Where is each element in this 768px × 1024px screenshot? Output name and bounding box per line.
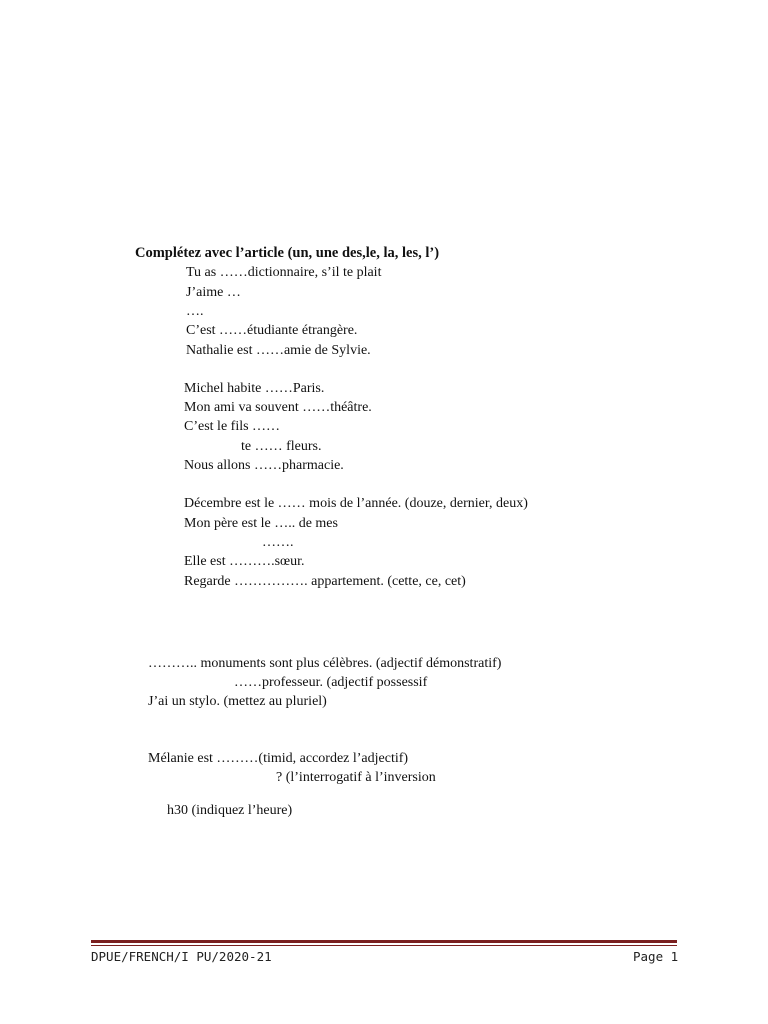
exercise-line: ……….. monuments sont plus célèbres. (adjectif démonstratif)	[148, 656, 502, 671]
exercise-line: ….	[186, 304, 204, 319]
exercise-line: …….	[262, 535, 294, 550]
exercise-line: Nous allons ……pharmacie.	[184, 458, 344, 473]
exercise-line: Décembre est le …… mois de l’année. (douze, dernier, deux)	[184, 496, 528, 511]
exercise-line: Mon ami va souvent ……théâtre.	[184, 400, 372, 415]
exercise-line: ? (l’interrogatif à l’inversion	[276, 770, 436, 785]
exercise-line: Mon père est le ….. de mes	[184, 516, 338, 531]
exercise-line: C’est ……étudiante étrangère.	[186, 323, 358, 338]
exercise-line: ……professeur. (adjectif possessif	[234, 675, 428, 690]
exercise-line: Nathalie est ……amie de Sylvie.	[186, 343, 371, 358]
exercise-heading: Complétez avec l’article (un, une des,le, la, les, l’)	[135, 245, 440, 261]
footer-divider	[91, 940, 677, 943]
exercise-line: Tu as ……dictionnaire, s’il te plait	[186, 265, 382, 280]
footer-page-number: Page 1	[633, 949, 679, 964]
exercise-line: Regarde ……………. appartement. (cette, ce, cet)	[184, 574, 466, 589]
footer-course-code: DPUE/FRENCH/I PU/2020-21	[91, 949, 272, 964]
exercise-line: C’est le fils ……	[184, 419, 281, 434]
exercise-line: J’ai un stylo. (mettez au pluriel)	[148, 694, 327, 709]
exercise-line: Mélanie est ………(timid, accordez l’adjectif)	[148, 751, 409, 766]
exercise-line: J’aime …	[186, 285, 241, 300]
footer-divider-thin	[91, 945, 677, 946]
exercise-line: Elle est ……….sœur.	[184, 554, 305, 569]
exercise-line: h30 (indiquez l’heure)	[167, 803, 293, 818]
exercise-line: te …… fleurs.	[241, 439, 322, 454]
exercise-line: Michel habite ……Paris.	[184, 381, 325, 396]
